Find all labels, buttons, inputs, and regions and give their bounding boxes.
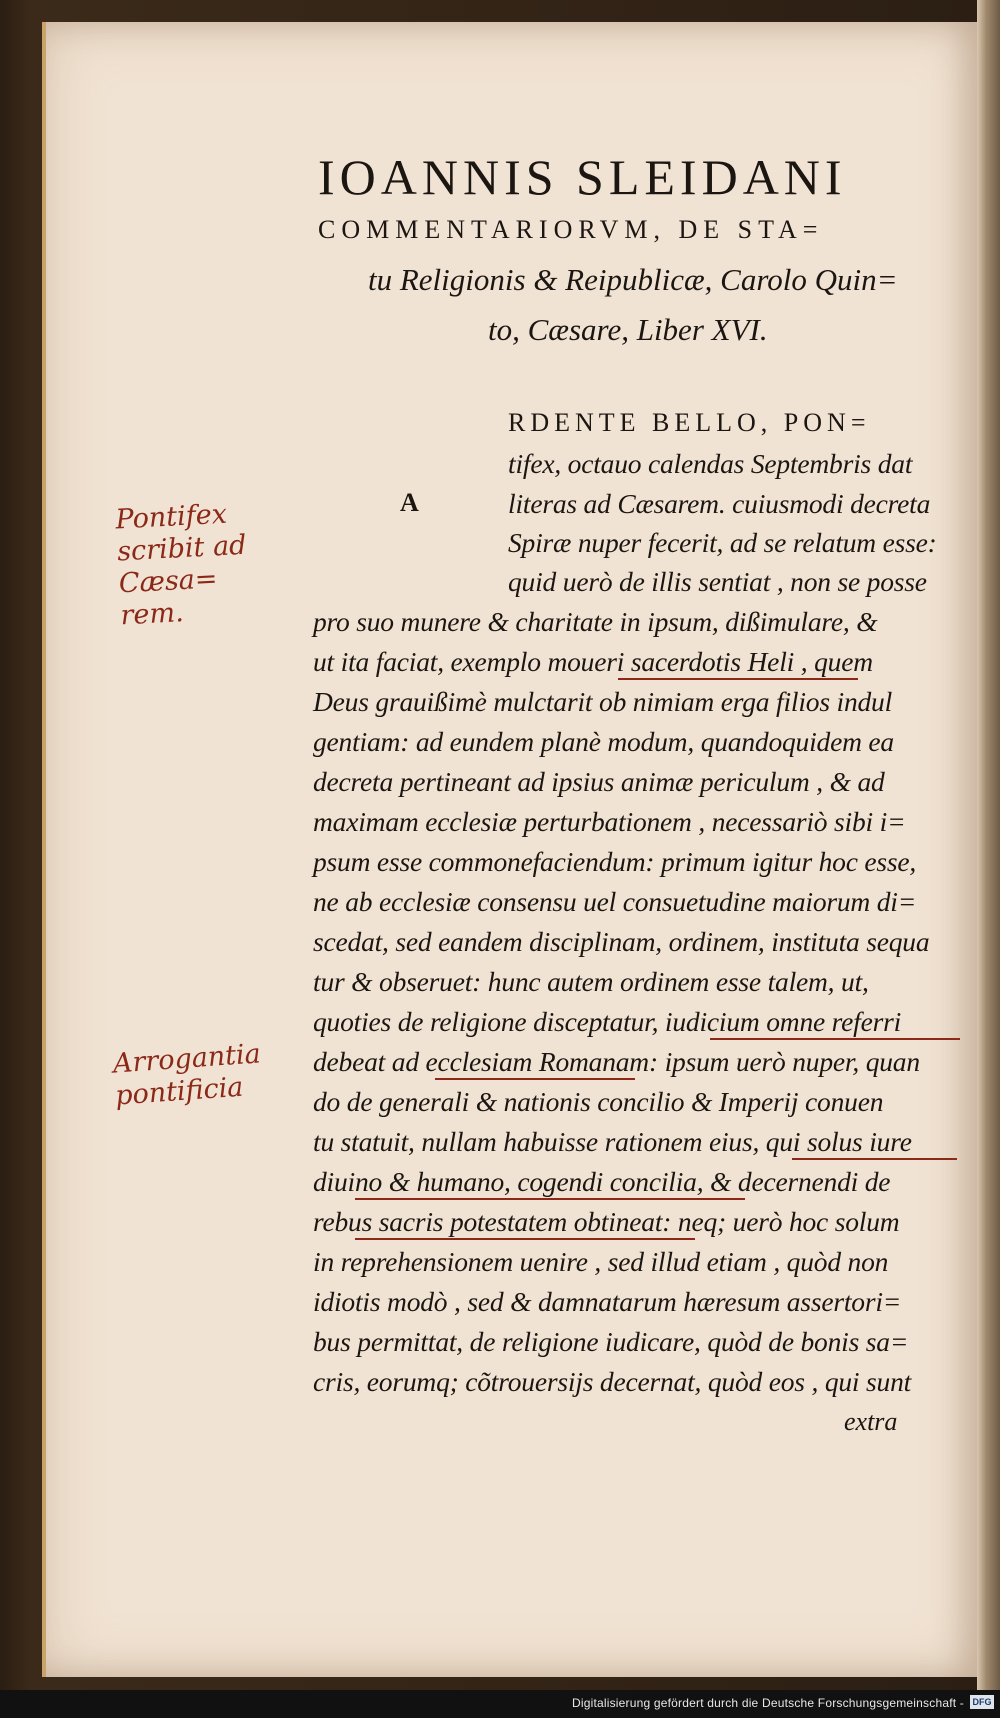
catchword: extra xyxy=(844,1407,898,1436)
body-line: Deus grauißimè mulctarit ob nimiam erga filios indul xyxy=(313,686,893,717)
opening-capitals: RDENTE BELLO, PON= xyxy=(508,408,871,437)
body-line: do de generali & nationis concilio & Imperij conuen xyxy=(313,1086,884,1117)
manuscript-underline xyxy=(618,678,858,680)
body-line: tu statuit, nullam habuisse rationem eius, qui solus iure xyxy=(313,1126,912,1157)
body-line: ut ita faciat, exemplo moueri sacerdotis Heli , quem xyxy=(313,646,873,677)
title-line-2: tu Religionis & Reipublicæ, Carolo Quin= xyxy=(368,262,898,297)
body-line: decreta pertineant ad ipsius animæ periculum , & ad xyxy=(313,766,885,797)
body-line: rebus sacris potestatem obtineat: neq; uerò hoc solum xyxy=(313,1206,900,1237)
body-line: psum esse commonefaciendum: primum igitur hoc esse, xyxy=(313,846,917,877)
margin-note-pontifex: Pontifex scribit ad Cæsa= rem. xyxy=(114,498,248,632)
body-line: in reprehensionem uenire , sed illud etiam , quòd non xyxy=(313,1246,889,1277)
page-title: IOANNIS SLEIDANI xyxy=(318,149,847,205)
body-line: ne ab ecclesiæ consensu uel consuetudine maiorum di= xyxy=(313,886,917,917)
digitization-footer xyxy=(0,1690,1000,1718)
body-line: tifex, octauo calendas Septembris dat xyxy=(508,448,913,479)
title-line-3: to, Cæsare, Liber XVI. xyxy=(488,312,768,347)
manuscript-underline xyxy=(435,1078,635,1080)
margin-note-arrogantia: Arrogantia pontificia xyxy=(111,1038,262,1112)
book-edge xyxy=(977,0,1000,1718)
body-line: maximam ecclesiæ perturbationem , necessariò sibi i= xyxy=(313,806,906,837)
body-line: diuino & humano, cogendi concilia, & decernendi de xyxy=(313,1166,891,1197)
initial-letter: A xyxy=(400,488,419,517)
body-line: idiotis modò , sed & damnatarum hæresum assertori= xyxy=(313,1286,902,1317)
body-line: literas ad Cæsarem. cuiusmodi decreta xyxy=(508,488,931,519)
manuscript-underline xyxy=(792,1158,957,1160)
body-line: quid uerò de illis sentiat , non se posse xyxy=(508,566,927,597)
body-line: bus permittat, de religione iudicare, quòd de bonis sa= xyxy=(313,1326,909,1357)
body-line: pro suo munere & charitate in ipsum, dißimulare, & xyxy=(313,606,878,637)
page-subtitle: COMMENTARIORVM, DE STA= xyxy=(318,215,824,244)
body-line: debeat ad ecclesiam Romanam: ipsum uerò nuper, quan xyxy=(313,1046,920,1077)
manuscript-underline xyxy=(355,1198,745,1200)
body-line: Spiræ nuper fecerit, ad se relatum esse: xyxy=(508,527,937,558)
body-line: gentiam: ad eundem planè modum, quandoquidem ea xyxy=(313,726,894,757)
body-line: tur & obseruet: hunc autem ordinem esse talem, ut, xyxy=(313,966,869,997)
dfg-logo: DFG xyxy=(970,1695,994,1709)
body-line: cris, eorumq; cõtrouersijs decernat, quòd eos , qui sunt xyxy=(313,1366,912,1397)
body-line: quoties de religione disceptatur, iudicium omne referri xyxy=(313,1006,902,1037)
manuscript-underline xyxy=(710,1038,960,1040)
body-line: scedat, sed eandem disciplinam, ordinem, instituta sequa xyxy=(313,926,930,957)
manuscript-underline xyxy=(355,1238,695,1240)
funding-notice: Digitalisierung gefördert durch die Deutsche Forschungsgemeinschaft - xyxy=(572,1696,964,1710)
